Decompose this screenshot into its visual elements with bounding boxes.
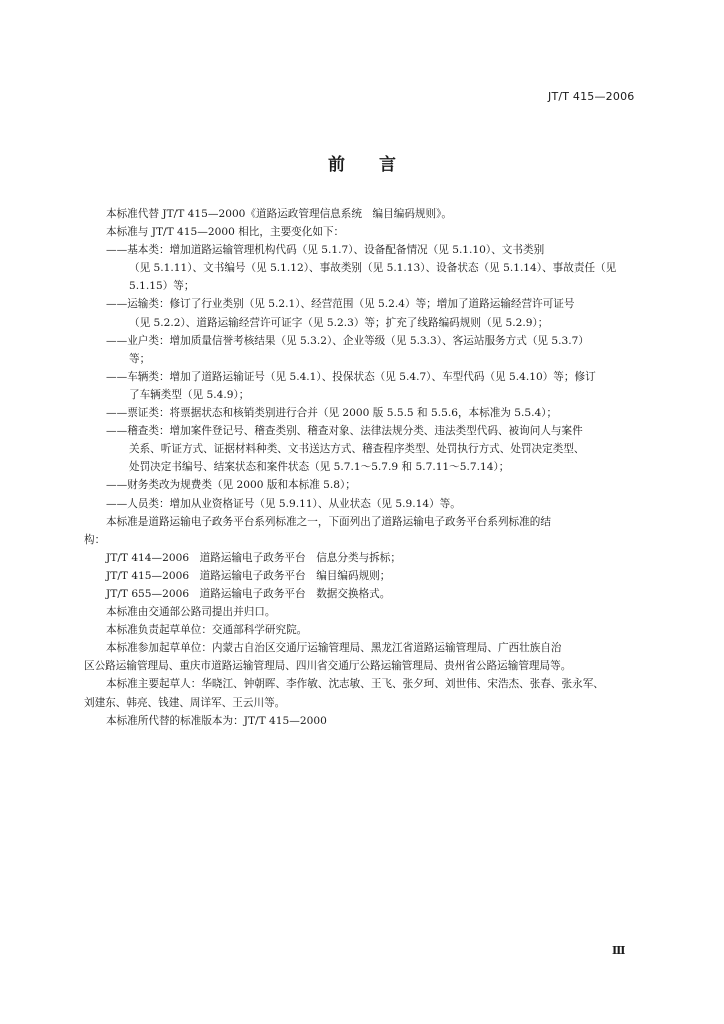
page-title bbox=[0, 150, 724, 175]
list-item-basic: ——基本类：增加道路运输管理机构代码（见 5.1.7）、设备配备情况（见 5.1.10）、文书类别 bbox=[106, 244, 545, 257]
list-item-vehicle: ——车辆类：增加了道路运输证号（见 5.4.1）、投保状态（见 5.4.7）、车型代码（见 5.4.10）等；修订 bbox=[106, 370, 596, 383]
text-line: 了车辆类型（见 5.4.9）； bbox=[129, 388, 250, 401]
list-item-inspection: ——稽查类：增加案件登记号、稽查类别、稽查对象、法律法规分类、违法类型代码、被询问人与案件 bbox=[106, 425, 583, 438]
text-line: 刘建东、韩亮、钱建、周详军、王云川等。 bbox=[84, 696, 286, 709]
text-line: 本标准由交通部公路司提出并归口。 bbox=[106, 606, 276, 619]
text-line: 关系、听证方式、证据材料种类、文书送达方式、稽查程序类型、处罚执行方式、处罚决定类型、 bbox=[129, 443, 585, 456]
text-line: 本标准代替 JT/T 415—2000《道路运政管理信息系统 编目编码规则》。 bbox=[106, 208, 452, 220]
series-standard-item: JT/T 655—2006 道路运输电子政务平台 数据交换格式。 bbox=[106, 587, 391, 600]
list-item-ticket: ——票证类：将票据状态和核销类别进行合并（见 2000 版 5.5.5 和 5.5.6，本标准为 5.5.4）； bbox=[106, 407, 558, 420]
standard-code: JT/T 415—2006 bbox=[548, 90, 635, 103]
list-item-transport: ——运输类：修订了行业类别（见 5.2.1）、经营范围（见 5.2.4）等；增加了道路运输经营许可证号 bbox=[106, 298, 575, 311]
text-line: （见 5.1.11）、文书编号（见 5.1.12）、事故类别（见 5.1.13）、设备状态（见 5.1.14）、事故责任（见 bbox=[129, 262, 617, 275]
text-line: 区公路运输管理局、重庆市道路运输管理局、四川省交通厅公路运输管理局、贵州省公路运输管理局等。 bbox=[84, 660, 572, 673]
text-line: 处罚决定书编号、结案状态和案件状态（见 5.7.1～5.7.9 和 5.7.11～5.7.14）； bbox=[129, 461, 510, 474]
list-item-finance: ——财务类改为规费类（见 2000 版和本标准 5.8）； bbox=[106, 479, 356, 492]
title-char-2: 言 bbox=[379, 155, 396, 175]
text-line: 构： bbox=[84, 533, 106, 546]
text-line: 本标准负责起草单位：交通部科学研究院。 bbox=[106, 624, 308, 637]
series-standard-item: JT/T 414—2006 道路运输电子政务平台 信息分类与拆标； bbox=[106, 551, 401, 564]
text-line: 本标准是道路运输电子政务平台系列标准之一，下面列出了道路运输电子政务平台系列标准的结 bbox=[106, 515, 551, 528]
list-item-personnel: ——人员类：增加从业资格证号（见 5.9.11）、从业状态（见 5.9.14）等。 bbox=[106, 497, 461, 510]
text-line: 本标准与 JT/T 415—2000 相比，主要变化如下： bbox=[106, 226, 345, 239]
text-line: （见 5.2.2）、道路运输经营许可证字（见 5.2.3）等；扩充了线路编码规则（见 5.2.9）； bbox=[129, 316, 549, 329]
text-line: 5.1.15）等； bbox=[129, 280, 195, 293]
document-body bbox=[84, 205, 644, 730]
list-item-business: ——业户类：增加质量信誉考核结果（见 5.3.2）、企业等级（见 5.3.3）、客运站服务方式（见 5.3.7） bbox=[106, 334, 589, 347]
text-line: 本标准主要起草人：华晓江、钟朝晖、李作敏、沈志敏、王飞、张夕珂、刘世伟、宋浩杰、张春、张永军、 bbox=[106, 678, 604, 691]
title-char-1: 前 bbox=[328, 155, 345, 175]
page-number: Ⅲ bbox=[612, 944, 626, 957]
text-line: 本标准所代替的标准版本为：JT/T 415—2000 bbox=[106, 714, 327, 727]
series-standard-item: JT/T 415—2006 道路运输电子政务平台 编目编码规则； bbox=[106, 569, 391, 582]
text-line: 本标准参加起草单位：内蒙古自治区交通厅运输管理局、黑龙江省道路运输管理局、广西壮族自治 bbox=[106, 642, 562, 655]
text-line: 等； bbox=[129, 352, 151, 365]
